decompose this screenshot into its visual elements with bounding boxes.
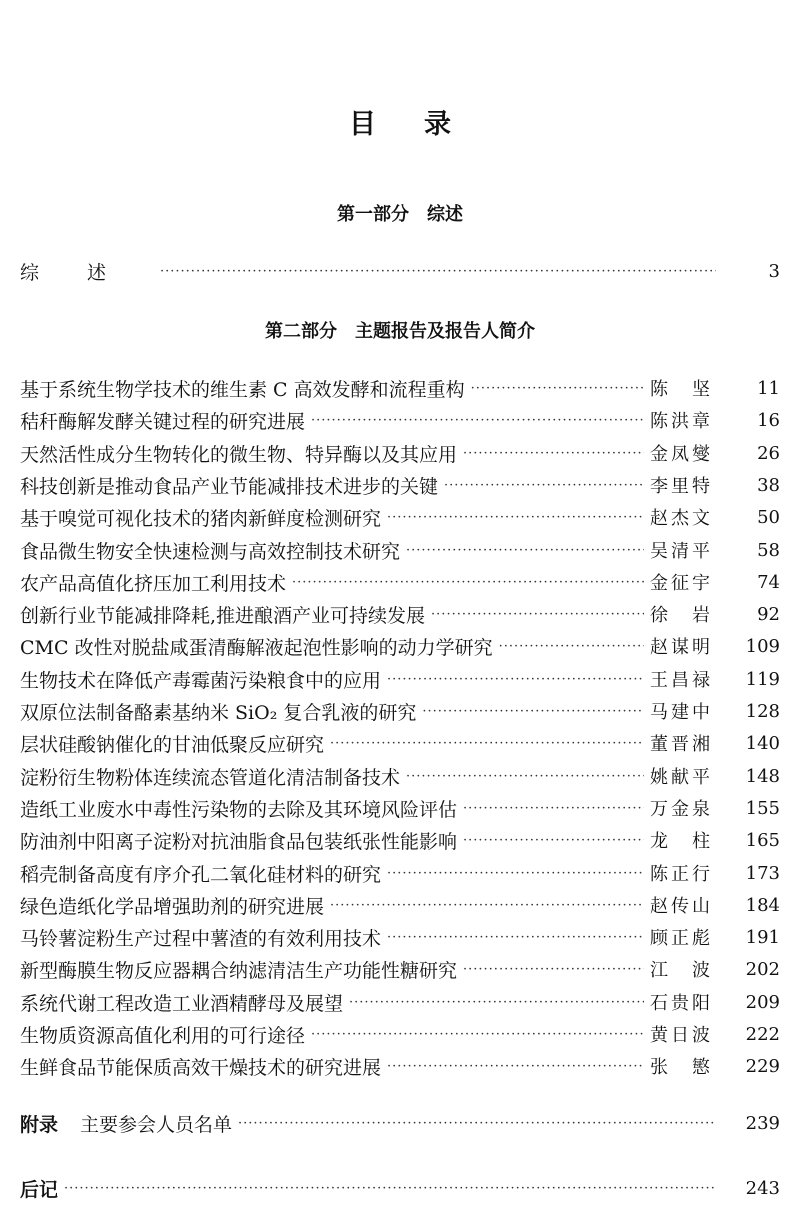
toc-entry-page: 184 (745, 894, 780, 916)
toc-entry-author: 董晋湘 (650, 734, 713, 755)
toc-entry-page: 11 (757, 377, 780, 399)
leader-dots (444, 478, 644, 493)
toc-entry-title: 科技创新是推动食品产业节能减排技术进步的关键 (20, 475, 439, 498)
toc-entry-page: 119 (745, 668, 780, 690)
leader-dots (387, 930, 644, 945)
leader-dots (160, 264, 716, 279)
toc-entry-author: 万金泉 (650, 799, 713, 820)
afterword-label: 后记 (20, 1178, 59, 1201)
toc-entry[interactable] (20, 471, 780, 499)
leader-dots (387, 510, 644, 525)
toc-entry-author: 马建中 (650, 702, 713, 723)
toc-entry-title: 秸秆酶解发酵关键过程的研究进展 (20, 410, 306, 433)
toc-entry-title: 基于系统生物学技术的维生素 C 高效发酵和流程重构 (20, 378, 465, 401)
toc-entry[interactable] (20, 1020, 780, 1048)
toc-entry-overview[interactable] (20, 257, 780, 285)
toc-entry[interactable] (20, 988, 780, 1016)
toc-entry-page: 229 (745, 1055, 780, 1077)
toc-entry-author: 姚献平 (650, 767, 713, 788)
toc-entry-page: 38 (757, 474, 780, 496)
toc-entry[interactable] (20, 503, 780, 531)
toc-entry-title: 马铃薯淀粉生产过程中薯渣的有效利用技术 (20, 927, 382, 950)
toc-entry-page: 222 (745, 1023, 780, 1045)
appendix-label: 附录 (20, 1113, 59, 1136)
toc-entry[interactable] (20, 600, 780, 628)
leader-dots (349, 995, 644, 1010)
toc-entry-page: 58 (757, 539, 780, 561)
toc-entry-title: 综述 (20, 261, 155, 284)
toc-entry-page: 128 (745, 700, 780, 722)
toc-entry-title: 创新行业节能减排降耗,推进酿酒产业可持续发展 (20, 604, 426, 627)
toc-entry-author: 吴清平 (650, 541, 713, 562)
toc-entry[interactable] (20, 859, 780, 887)
toc-entry-title: 层状硅酸钠催化的甘油低聚反应研究 (20, 733, 325, 756)
toc-entry-appendix[interactable] (20, 1109, 780, 1137)
toc-entry[interactable] (20, 568, 780, 596)
toc-entry-page: 165 (745, 829, 780, 851)
leader-dots (387, 1059, 644, 1074)
toc-entry-title: 农产品高值化挤压加工利用技术 (20, 572, 287, 595)
toc-entry[interactable] (20, 536, 780, 564)
toc-entry-author: 徐 岩 (650, 605, 713, 626)
toc-entry-page: 173 (745, 862, 780, 884)
toc-entry-page: 74 (757, 571, 780, 593)
toc-entry-author: 赵谋明 (650, 637, 713, 658)
appendix-page: 239 (745, 1112, 780, 1134)
toc-entry-title: CMC 改性对脱盐咸蛋清酶解液起泡性影响的动力学研究 (20, 636, 493, 659)
leader-dots (463, 833, 644, 848)
toc-entry-title: 新型酶膜生物反应器耦合纳滤清洁生产功能性糖研究 (20, 959, 458, 982)
afterword-page: 243 (745, 1177, 780, 1199)
toc-entry-title: 绿色造纸化学品增强助剂的研究进展 (20, 895, 325, 918)
toc-entry-page: 140 (745, 732, 780, 754)
toc-entry[interactable] (20, 794, 780, 822)
toc-entry-author: 赵传山 (650, 896, 713, 917)
toc-entry-author: 张 慜 (650, 1057, 713, 1078)
toc-entry-page: 92 (757, 603, 780, 625)
leader-dots (238, 1116, 716, 1131)
leader-dots (330, 898, 644, 913)
toc-entry-afterword[interactable] (20, 1174, 780, 1202)
page-title: 目录 (349, 109, 499, 140)
toc-entry-author: 顾正彪 (650, 928, 713, 949)
toc-entry-author: 王昌禄 (650, 670, 713, 691)
toc-entry-title: 生物技术在降低产毒霉菌污染粮食中的应用 (20, 669, 382, 692)
toc-entry-page: 191 (745, 926, 780, 948)
leader-dots (463, 801, 644, 816)
leader-dots (463, 962, 644, 977)
toc-entry[interactable] (20, 1052, 780, 1080)
toc-entry-title: 双原位法制备酪素基纳米 SiO₂ 复合乳液的研究 (20, 701, 417, 724)
toc-entry-author: 陈正行 (650, 864, 713, 885)
toc-entry-page: 202 (745, 958, 780, 980)
toc-entry-author: 江 波 (650, 960, 713, 981)
toc-entry[interactable] (20, 826, 780, 854)
toc-entry-author: 石贵阳 (650, 993, 713, 1014)
toc-entry-page: 209 (745, 991, 780, 1013)
toc-entry-title: 造纸工业废水中毒性污染物的去除及其环境风险评估 (20, 798, 458, 821)
toc-entry-page: 26 (757, 442, 780, 464)
toc-entry-author: 陈洪章 (650, 411, 713, 432)
toc-entry[interactable] (20, 632, 780, 660)
toc-entry-page: 109 (745, 635, 780, 657)
toc-entry-author: 龙 柱 (650, 831, 713, 852)
toc-entry-page: 50 (757, 506, 780, 528)
leader-dots (330, 736, 644, 751)
leader-dots (471, 381, 644, 396)
leader-dots (422, 704, 644, 719)
toc-entry[interactable] (20, 762, 780, 790)
leader-dots (311, 1027, 644, 1042)
toc-entry-author: 赵杰文 (650, 508, 713, 529)
toc-entry-title: 食品微生物安全快速检测与高效控制技术研究 (20, 540, 401, 563)
toc-entry-title: 稻壳制备高度有序介孔二氧化硅材料的研究 (20, 863, 382, 886)
toc-entry-author: 陈 坚 (650, 379, 713, 400)
part2-heading: 第二部分 主题报告及报告人简介 (265, 321, 535, 342)
toc-entry-title: 基于嗅觉可视化技术的猪肉新鲜度检测研究 (20, 507, 382, 530)
leader-dots (292, 575, 644, 590)
toc-entry[interactable] (20, 374, 780, 402)
leader-dots (387, 672, 644, 687)
toc-entry[interactable] (20, 665, 780, 693)
toc-entry-title: 防油剂中阳离子淀粉对抗油脂食品包装纸张性能影响 (20, 830, 458, 853)
toc-entry-page: 148 (745, 765, 780, 787)
toc-entry-author: 黄日波 (650, 1025, 713, 1046)
leader-dots (311, 413, 644, 428)
toc-entry-title: 生鲜食品节能保质高效干燥技术的研究进展 (20, 1056, 382, 1079)
leader-dots (499, 639, 644, 654)
toc-entry-page: 16 (757, 409, 780, 431)
toc-entry[interactable] (20, 955, 780, 983)
leader-dots (387, 866, 644, 881)
leader-dots (406, 543, 644, 558)
leader-dots (64, 1181, 716, 1196)
appendix-title: 主要参会人员名单 (80, 1113, 233, 1136)
toc-entry[interactable] (20, 729, 780, 757)
toc-entry[interactable] (20, 697, 780, 725)
toc-entry-page: 155 (745, 797, 780, 819)
toc-entry-title: 天然活性成分生物转化的微生物、特异酶以及其应用 (20, 443, 458, 466)
toc-entry-title: 系统代谢工程改造工业酒精酵母及展望 (20, 992, 344, 1015)
toc-entry[interactable] (20, 439, 780, 467)
toc-entry-title: 淀粉衍生物粉体连续流态管道化清洁制备技术 (20, 766, 401, 789)
toc-entry-author: 金凤燮 (650, 444, 713, 465)
toc-entry-author: 金征宇 (650, 573, 713, 594)
toc-entry-page: 3 (768, 260, 780, 282)
toc-entry-title: 生物质资源高值化利用的可行途径 (20, 1024, 306, 1047)
toc-entry[interactable] (20, 406, 780, 434)
toc-entry[interactable] (20, 923, 780, 951)
leader-dots (431, 607, 644, 622)
toc-entry[interactable] (20, 891, 780, 919)
toc-entry-author: 李里特 (650, 476, 713, 497)
leader-dots (463, 446, 644, 461)
leader-dots (406, 769, 644, 784)
part1-heading: 第一部分 综述 (337, 204, 463, 225)
